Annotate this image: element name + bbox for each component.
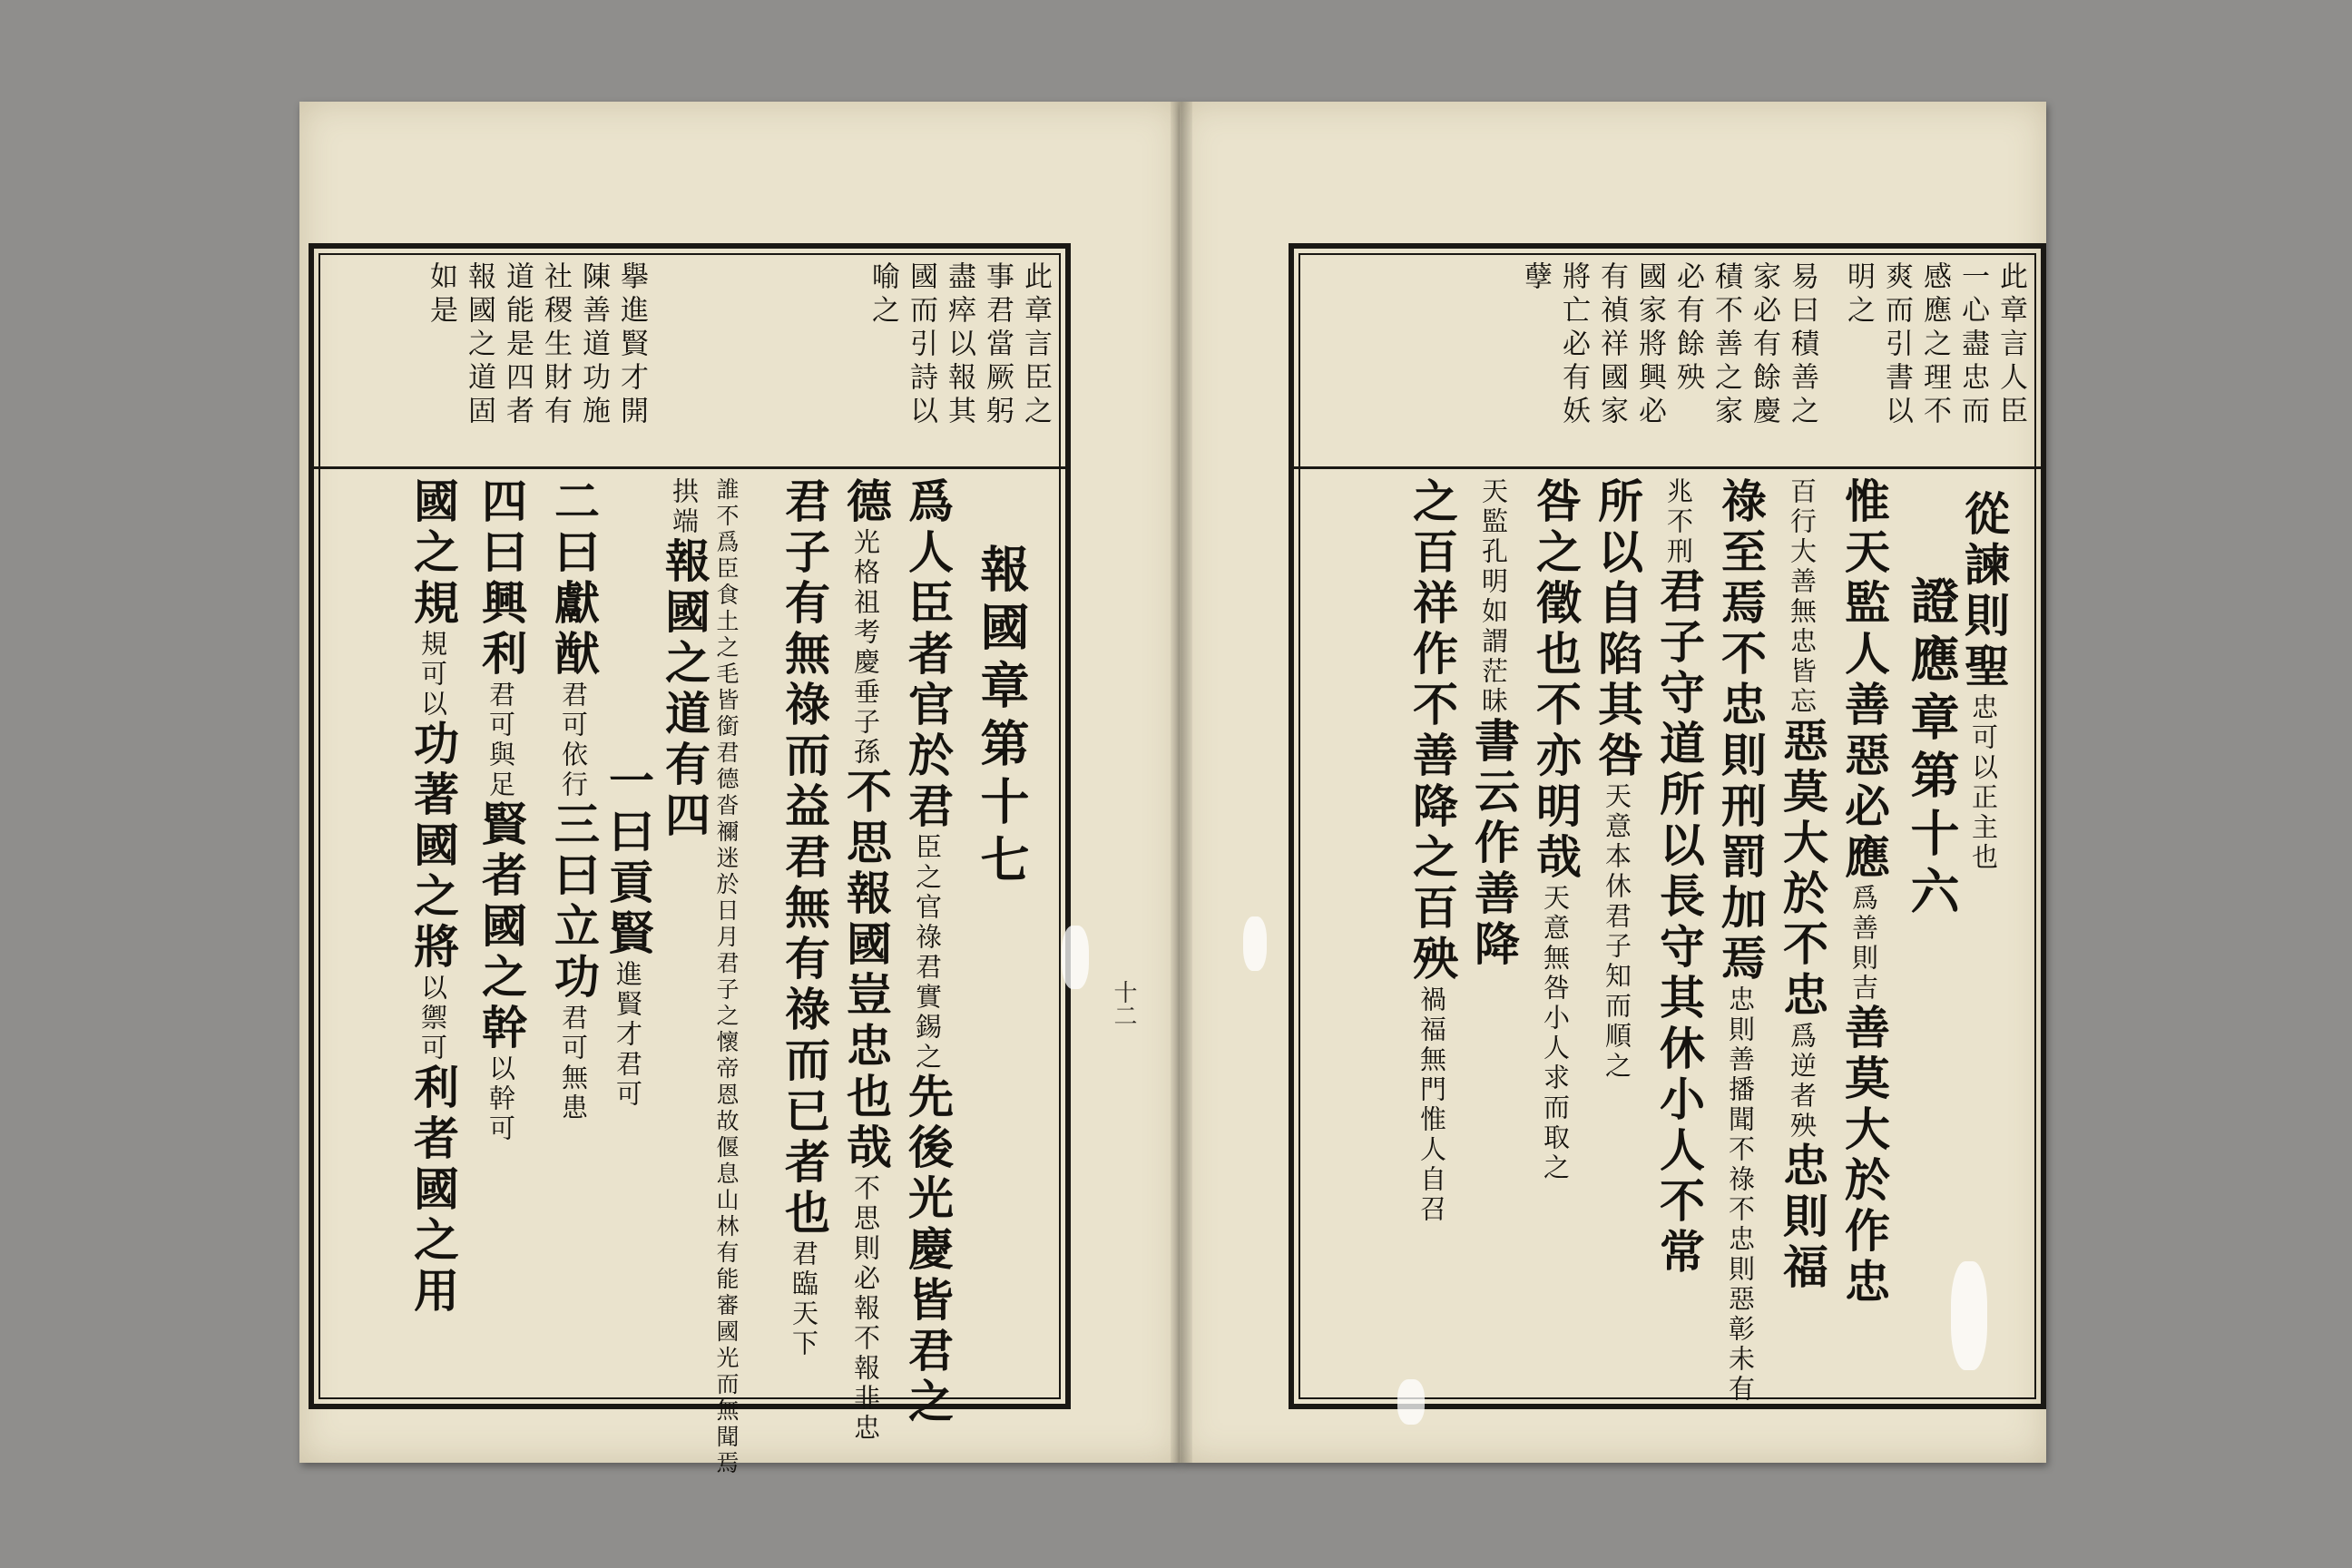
chapter-title: 報國章第十七 [973, 544, 1031, 892]
text-column: 誰不爲臣食土之毛皆銜君德沓禰迷於日月君子之懷帝恩故偃息山林有能審國光而無聞焉 [713, 477, 740, 1477]
right-commentary-line: 有禎祥國家 [1595, 261, 1628, 429]
right-commentary-line: 爽而引書以 [1880, 261, 1913, 429]
right-page-frame [1289, 243, 2046, 1409]
left-commentary-line: 國而引詩以 [905, 261, 937, 429]
text-column: 百行大善無忠皆忘惡莫大於不忠爲逆者殃忠則福 [1776, 477, 1829, 1294]
text-column: 之百祥作不善降之百殃禍福無門惟人自召 [1406, 477, 1459, 1225]
text-column: 拱端報國之道有四 [658, 477, 711, 842]
left-commentary-line: 擧進賢才開 [615, 261, 648, 429]
right-commentary-line: 感應之理不 [1918, 261, 1951, 429]
right-commentary-line: 易曰積善之 [1786, 261, 1818, 429]
left-page-frame [309, 243, 1071, 1477]
left-commentary-line: 此章言臣之 [1019, 261, 1052, 429]
text-column: 兆不刑君子守道所以長守其休小人不常 [1652, 477, 1706, 1279]
text-column: 惟天監人善惡必應爲善則吉善莫大於作忠 [1838, 477, 1891, 1308]
text-column: 所以自陷其咎天意本休君子知而順之 [1591, 477, 1644, 1082]
chapter-title: 證應章第十六 [1903, 575, 1961, 924]
left-commentary-line: 如是 [425, 261, 457, 328]
text-column: 天監孔明如謂茫昧書云作善降 [1467, 477, 1521, 971]
right-commentary-line: 國家將興必 [1633, 261, 1666, 429]
left-commentary-line: 盡瘁以報其 [943, 261, 975, 429]
left-commentary-line: 社稷生財有 [539, 261, 572, 429]
text-column: 國之規規可以功著國之將以禦可利者國之用 [407, 477, 460, 1318]
right-commentary-line: 積不善之家 [1710, 261, 1742, 429]
text-column: 爲人臣者官於君臣之官祿君實錫之先後光慶皆君之 [901, 477, 955, 1428]
text-column: 一曰貢賢進賢才君可 [602, 757, 655, 1110]
text-column: 德光格祖考慶垂子孫不思報國豈忠也哉不思則必報不報非忠 [839, 477, 893, 1444]
paper-damage [1243, 916, 1267, 971]
right-commentary-line: 家必有餘慶 [1748, 261, 1780, 429]
right-commentary-line: 一心盡忠而 [1956, 261, 1989, 429]
text-column: 君子有無祿而益君無有祿而已者也君臨天下 [778, 477, 831, 1359]
left-commentary-line: 道能是四者 [501, 261, 534, 429]
left-commentary-line: 陳善道功施 [577, 261, 610, 429]
previous-chapter-tail: 從諫則聖忠可以正主也 [1957, 490, 2011, 873]
left-commentary-line: 報國之道固 [463, 261, 495, 429]
page-number: 十二 [1110, 980, 1137, 1027]
left-commentary-line: 喻之 [867, 261, 899, 328]
right-commentary-line: 明之 [1842, 261, 1875, 328]
text-column: 二曰獻猷君可依行三曰立功君可無患 [547, 477, 601, 1123]
text-column: 四曰興利君可與足賢者國之幹以幹可 [475, 477, 528, 1144]
right-commentary-line: 此章言人臣 [1994, 261, 2027, 429]
book-gutter [1171, 102, 1192, 1463]
paper-damage [1397, 1379, 1425, 1425]
left-commentary-line: 事君當厥躬 [981, 261, 1014, 429]
right-commentary-line: 必有餘殃 [1671, 261, 1704, 396]
paper-damage [1951, 1261, 1987, 1370]
right-commentary-line: 孽 [1519, 261, 1552, 295]
paper-damage [1062, 926, 1089, 989]
right-commentary-line: 將亡必有妖 [1557, 261, 1590, 429]
text-column: 祿至焉不忠則刑罰加焉忠則善播聞不祿不忠則惡彰未有 [1714, 477, 1768, 1405]
text-column: 咎之徵也不亦明哉天意無咎小人求而取之 [1529, 477, 1583, 1183]
